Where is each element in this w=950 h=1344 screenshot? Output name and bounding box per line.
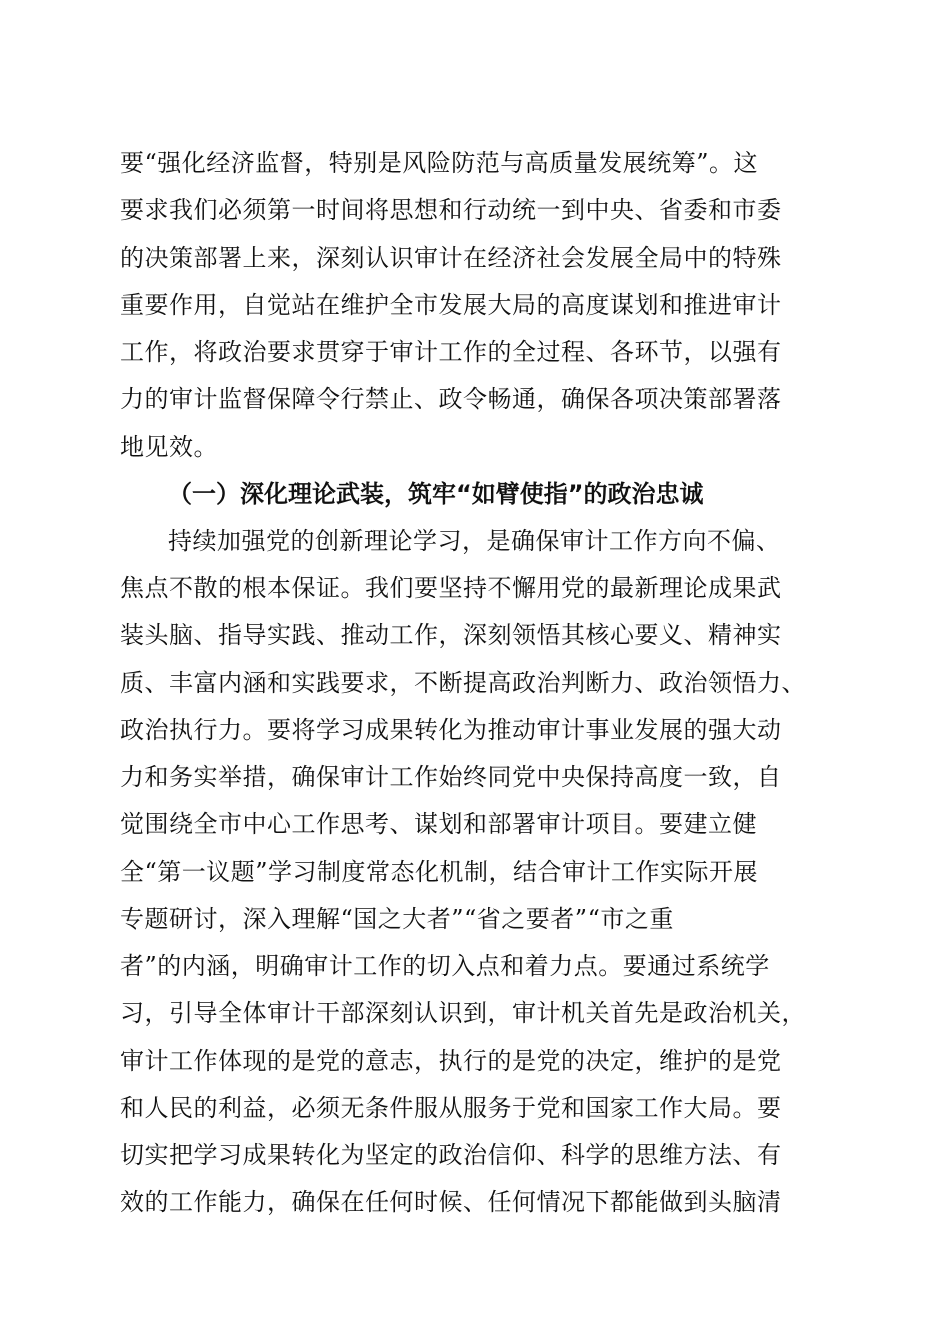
- paragraph-2-line: 专题研讨，深入理解“国之大者”“省之要者”“市之重: [120, 905, 674, 933]
- paragraph-1-line: 要“强化经济监督，特别是风险防范与高质量发展统筹”。这: [120, 149, 759, 177]
- paragraph-2-line: 力和务实举措，确保审计工作始终同党中央保持高度一致，自: [120, 763, 782, 791]
- paragraph-2-line: 者”的内涵，明确审计工作的切入点和着力点。要通过系统学: [120, 952, 770, 980]
- paragraph-1-line: 地见效。: [120, 433, 218, 461]
- paragraph-2-line: 切实把学习成果转化为坚定的政治信仰、科学的思维方法、有: [120, 1141, 782, 1169]
- paragraph-2-line: 质、丰富内涵和实践要求，不断提高政治判断力、政治领悟力、: [120, 669, 806, 697]
- paragraph-2-line: 觉围绕全市中心工作思考、谋划和部署审计项目。要建立健: [120, 810, 757, 838]
- paragraph-1-line: 力的审计监督保障令行禁止、政令畅通，确保各项决策部署落: [120, 385, 782, 413]
- paragraph-2-line: 全“第一议题”学习制度常态化机制，结合审计工作实际开展: [120, 858, 759, 886]
- paragraph-1-line: 的决策部署上来，深刻认识审计在经济社会发展全局中的特殊: [120, 244, 782, 272]
- section-heading: （一）深化理论武装，筑牢“如臂使指”的政治忠诚: [168, 480, 704, 508]
- paragraph-2-line: 和人民的利益，必须无条件服从服务于党和国家工作大局。要: [120, 1094, 782, 1122]
- paragraph-2-line: 习，引导全体审计干部深刻认识到，审计机关首先是政治机关，: [120, 999, 806, 1027]
- paragraph-2-line: 政治执行力。要将学习成果转化为推动审计事业发展的强大动: [120, 716, 782, 744]
- paragraph-1-line: 要求我们必须第一时间将思想和行动统一到中央、省委和市委: [120, 196, 782, 224]
- paragraph-2-line: 持续加强党的创新理论学习，是确保审计工作方向不偏、: [168, 527, 781, 555]
- paragraph-2-line: 焦点不散的根本保证。我们要坚持不懈用党的最新理论成果武: [120, 574, 782, 602]
- paragraph-2-line: 审计工作体现的是党的意志，执行的是党的决定，维护的是党: [120, 1047, 782, 1075]
- paragraph-2-line: 效的工作能力，确保在任何时候、任何情况下都能做到头脑清: [120, 1188, 782, 1216]
- paragraph-2-line: 装头脑、指导实践、推动工作，深刻领悟其核心要义、精神实: [120, 621, 782, 649]
- paragraph-1-line: 重要作用，自觉站在维护全市发展大局的高度谋划和推进审计: [120, 291, 782, 319]
- paragraph-1-line: 工作，将政治要求贯穿于审计工作的全过程、各环节，以强有: [120, 338, 782, 366]
